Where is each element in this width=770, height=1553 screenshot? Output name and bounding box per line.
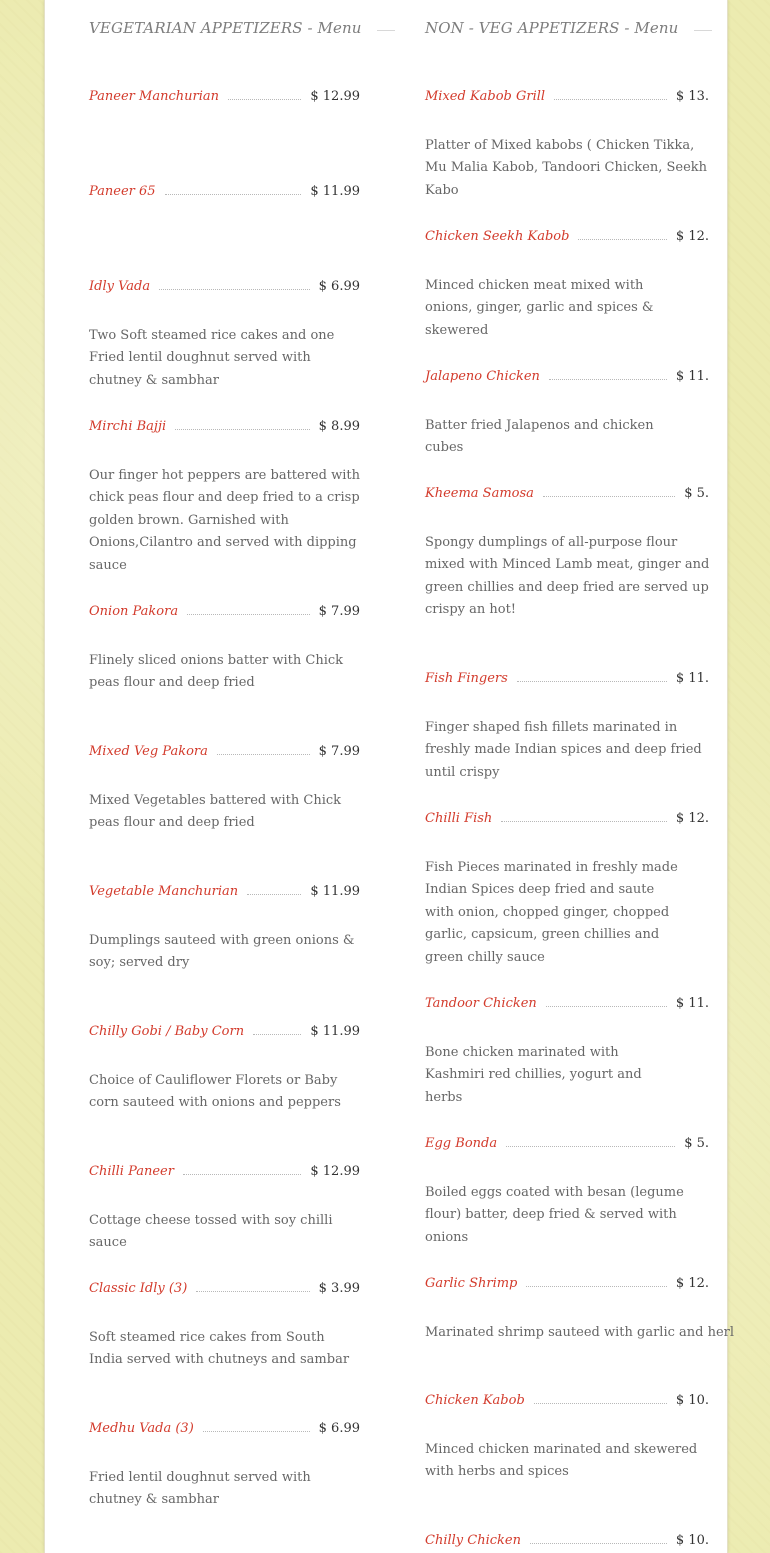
item-name[interactable]: Chilly Gobi / Baby Corn bbox=[89, 1023, 245, 1039]
item-description: Bone chicken marinated with Kashmiri red chillies, yogurt and herbs bbox=[425, 1045, 642, 1105]
item-name[interactable]: Vegetable Manchurian bbox=[89, 883, 239, 899]
item-description: Mixed Vegetables battered with Chick peas flour and deep fried bbox=[89, 793, 342, 831]
dot-leader bbox=[534, 1403, 667, 1404]
dot-leader bbox=[247, 894, 301, 895]
item-description: Finger shaped fish fillets marinated in freshly made Indian spices and deep fried until crispy bbox=[425, 720, 702, 780]
dot-leader bbox=[549, 379, 667, 380]
item-description: Our finger hot peppers are battered with chick peas flour and deep fried to a crisp golden brown. Garnished with Onions,Cilantro and served with dipping sauce bbox=[89, 468, 360, 573]
dot-leader bbox=[506, 1146, 675, 1147]
item-description: Minced chicken meat mixed with onions, ginger, garlic and spices & skewered bbox=[425, 278, 654, 338]
item-description: Batter fried Jalapenos and chicken cubes bbox=[425, 418, 654, 456]
dot-leader bbox=[517, 681, 667, 682]
item-name[interactable]: Medhu Vada (3) bbox=[89, 1420, 194, 1436]
nonveg-section-heading bbox=[425, 16, 681, 40]
dot-leader bbox=[196, 1291, 309, 1292]
dot-leader bbox=[217, 754, 310, 755]
item-name[interactable]: Chilli Paneer bbox=[89, 1163, 174, 1179]
nonveg-section-title: NON - VEG APPETIZERS - Menu bbox=[425, 19, 679, 37]
item-name[interactable]: Idly Vada bbox=[89, 278, 151, 294]
menu-item[interactable] bbox=[89, 86, 360, 106]
menu-item[interactable] bbox=[89, 881, 360, 901]
item-name[interactable]: Garlic Shrimp bbox=[425, 1275, 518, 1291]
item-description: Dumplings sauteed with green onions & soy; served dry bbox=[89, 933, 355, 971]
item-price: $ 5. bbox=[684, 1135, 709, 1151]
dot-leader bbox=[578, 239, 666, 240]
item-name[interactable]: Chicken Kabob bbox=[425, 1392, 525, 1408]
veg-section-title: VEGETARIAN APPETIZERS - Menu bbox=[89, 19, 362, 37]
dot-leader bbox=[183, 1174, 301, 1175]
nonveg-column bbox=[425, 0, 735, 1553]
item-price: $ 12. bbox=[675, 1275, 709, 1291]
menu-item[interactable] bbox=[89, 601, 360, 621]
menu-item[interactable] bbox=[425, 668, 709, 688]
item-description: Two Soft steamed rice cakes and one Fried lentil doughnut served with chutney & sambhar bbox=[89, 328, 335, 388]
menu-item[interactable] bbox=[425, 1133, 709, 1153]
item-name[interactable]: Classic Idly (3) bbox=[89, 1280, 188, 1296]
item-description: Flinely sliced onions batter with Chick peas flour and deep fried bbox=[89, 653, 344, 691]
item-description: Spongy dumplings of all-purpose flour mixed with Minced Lamb meat, ginger and green chillies and deep fried are served up crispy an hot! bbox=[425, 535, 710, 618]
item-price: $ 5. bbox=[684, 485, 709, 501]
item-description: Minced chicken marinated and skewered with herbs and spices bbox=[425, 1442, 698, 1480]
dot-leader bbox=[203, 1431, 310, 1432]
dot-leader bbox=[554, 99, 667, 100]
item-description: Cottage cheese tossed with soy chilli sauce bbox=[89, 1213, 333, 1251]
item-description: Fish Pieces marinated in freshly made Indian Spices deep fried and saute with onion, chopped ginger, chopped garlic, capsicum, green chillies and green chilly sauce bbox=[425, 860, 678, 965]
item-price: $ 12.99 bbox=[310, 1163, 360, 1179]
menu-item[interactable] bbox=[425, 366, 709, 386]
item-name[interactable]: Paneer Manchurian bbox=[89, 88, 219, 104]
item-description: Fried lentil doughnut served with chutney & sambhar bbox=[89, 1470, 311, 1508]
menu-item[interactable] bbox=[89, 276, 360, 296]
item-price: $ 8.99 bbox=[318, 418, 360, 434]
menu-item[interactable] bbox=[89, 1418, 360, 1438]
item-price: $ 6.99 bbox=[318, 1420, 360, 1436]
item-description: Platter of Mixed kabobs ( Chicken Tikka, Mu Malia Kabob, Tandoori Chicken, Seekh Kabo bbox=[425, 138, 708, 198]
item-name[interactable]: Chicken Seekh Kabob bbox=[425, 228, 570, 244]
menu-item[interactable] bbox=[89, 1278, 360, 1298]
item-name[interactable]: Mixed Veg Pakora bbox=[89, 743, 208, 759]
veg-section-heading bbox=[89, 16, 360, 40]
veg-column bbox=[89, 0, 360, 1553]
item-name[interactable]: Paneer 65 bbox=[89, 183, 156, 199]
menu-item[interactable] bbox=[89, 181, 360, 201]
item-name[interactable]: Egg Bonda bbox=[425, 1135, 498, 1151]
heading-rule bbox=[377, 30, 395, 31]
item-price: $ 11.99 bbox=[310, 183, 360, 199]
item-name[interactable]: Chilli Fish bbox=[425, 810, 493, 826]
item-price: $ 7.99 bbox=[318, 743, 360, 759]
item-price: $ 10. bbox=[675, 1392, 709, 1408]
menu-item[interactable] bbox=[89, 1021, 360, 1041]
dot-leader bbox=[253, 1034, 301, 1035]
item-price: $ 11. bbox=[675, 670, 709, 686]
menu-item[interactable] bbox=[89, 741, 360, 761]
menu-item[interactable] bbox=[89, 416, 360, 436]
dot-leader bbox=[501, 821, 667, 822]
dot-leader bbox=[543, 496, 675, 497]
dot-leader bbox=[530, 1543, 667, 1544]
item-description: Soft steamed rice cakes from South India served with chutneys and sambar bbox=[89, 1330, 350, 1368]
dot-leader bbox=[546, 1006, 667, 1007]
item-description: Boiled eggs coated with besan (legume flour) batter, deep fried & served with onions bbox=[425, 1185, 684, 1245]
menu-item[interactable] bbox=[425, 1390, 709, 1410]
item-price: $ 11.99 bbox=[310, 1023, 360, 1039]
dot-leader bbox=[187, 614, 310, 615]
heading-rule bbox=[694, 30, 712, 31]
item-price: $ 6.99 bbox=[318, 278, 360, 294]
item-price: $ 12.99 bbox=[310, 88, 360, 104]
item-price: $ 7.99 bbox=[318, 603, 360, 619]
menu-item[interactable] bbox=[425, 1530, 709, 1550]
item-price: $ 11. bbox=[675, 995, 709, 1011]
item-price: $ 11.99 bbox=[310, 883, 360, 899]
dot-leader bbox=[526, 1286, 667, 1287]
item-name[interactable]: Chilly Chicken bbox=[425, 1532, 521, 1548]
item-name[interactable]: Mirchi Bajji bbox=[89, 418, 167, 434]
item-name[interactable]: Onion Pakora bbox=[89, 603, 179, 619]
menu-item[interactable] bbox=[425, 86, 709, 106]
item-name[interactable]: Tandoor Chicken bbox=[425, 995, 537, 1011]
item-price: $ 11. bbox=[675, 368, 709, 384]
item-description: Choice of Cauliflower Florets or Baby corn sauteed with onions and peppers bbox=[89, 1073, 341, 1111]
item-price: $ 12. bbox=[675, 228, 709, 244]
dot-leader bbox=[175, 429, 309, 430]
item-price: $ 3.99 bbox=[318, 1280, 360, 1296]
menu-item[interactable] bbox=[425, 1273, 709, 1293]
item-name[interactable]: Jalapeno Chicken bbox=[425, 368, 540, 384]
item-price: $ 10. bbox=[675, 1532, 709, 1548]
item-name[interactable]: Mixed Kabob Grill bbox=[425, 88, 546, 104]
item-name[interactable]: Fish Fingers bbox=[425, 670, 508, 686]
dot-leader bbox=[159, 289, 310, 290]
item-name[interactable]: Kheema Samosa bbox=[425, 485, 534, 501]
menu-item[interactable] bbox=[425, 993, 709, 1013]
menu-item[interactable] bbox=[425, 483, 709, 503]
dot-leader bbox=[228, 99, 301, 100]
item-price: $ 12. bbox=[675, 810, 709, 826]
menu-item[interactable] bbox=[425, 808, 709, 828]
item-description: Marinated shrimp sauteed with garlic and herl bbox=[425, 1325, 735, 1340]
dot-leader bbox=[165, 194, 302, 195]
item-price: $ 13. bbox=[675, 88, 709, 104]
menu-item[interactable] bbox=[425, 226, 709, 246]
menu-item[interactable] bbox=[89, 1161, 360, 1181]
